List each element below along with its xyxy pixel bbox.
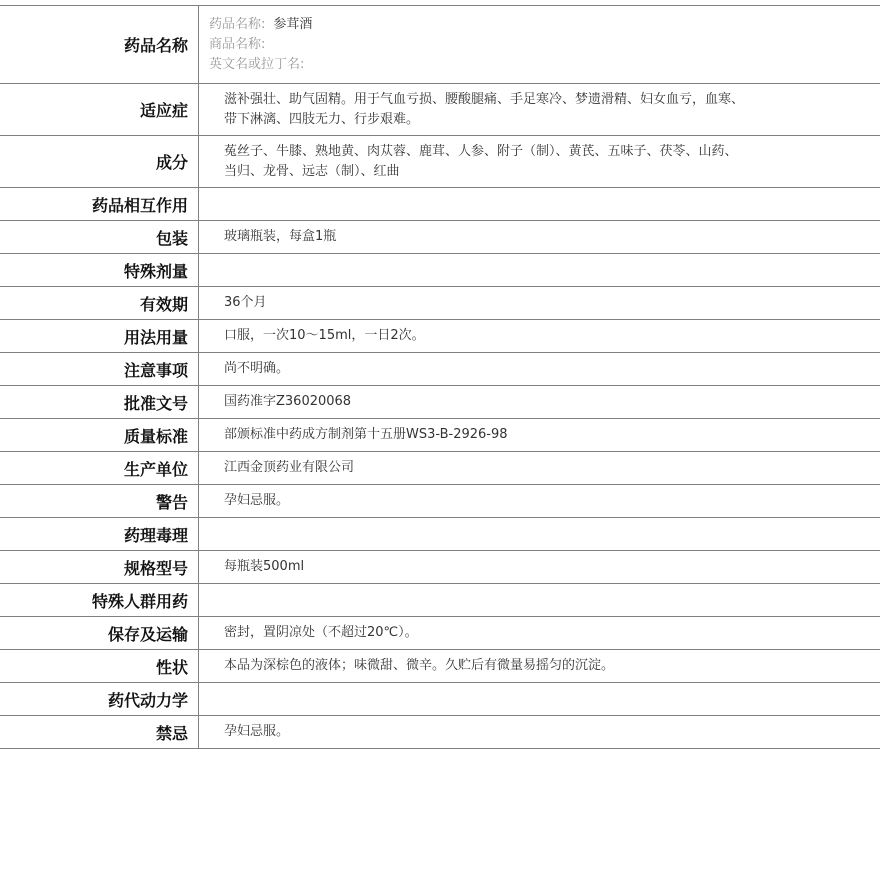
row-value: 密封，置阴凉处（不超过20℃）。: [224, 625, 418, 640]
row-value: 36个月: [224, 295, 267, 310]
generic-name-line: [209, 15, 880, 35]
row-label: 用法用量: [0, 320, 199, 352]
row-label: 质量标准: [0, 419, 199, 451]
drug-names-block: [199, 6, 880, 83]
row-value: [199, 683, 880, 715]
row-value: [199, 84, 880, 135]
row-special-dosage: [0, 254, 880, 287]
value-line: 滋补强壮、助气固精。用于气血亏损、腰酸腿痛、手足寒冷、梦遗滑精、妇女血亏，血寒、: [224, 91, 745, 107]
row-precautions: [0, 353, 880, 386]
row-label: 特殊人群用药: [0, 584, 199, 616]
row-interactions: [0, 188, 880, 221]
row-value: 江西金顶药业有限公司: [224, 460, 355, 475]
row-value: 每瓶装500ml: [224, 559, 305, 574]
row-ingredients: [0, 136, 880, 188]
row-label: 生产单位: [0, 452, 199, 484]
trade-name-key: 商品名称:: [209, 37, 266, 52]
row-label: 批准文号: [0, 386, 199, 418]
row-value: [199, 518, 880, 550]
row-label: 注意事项: [0, 353, 199, 385]
row-value: 部颁标准中药成方制剂第十五册WS3-B-2926-98: [224, 427, 508, 442]
row-indications: [0, 84, 880, 136]
english-name-line: [209, 55, 880, 75]
row-value: [199, 188, 880, 220]
row-pharmacokinetics: [0, 683, 880, 716]
value-line: 当归、龙骨、远志（制）、红曲: [224, 163, 400, 179]
row-special-populations: [0, 584, 880, 617]
value-line: 带下淋漓、四肢无力、行步艰难。: [224, 111, 420, 127]
trade-name-line: [209, 35, 880, 55]
row-manufacturer: [0, 452, 880, 485]
row-label: 成分: [0, 136, 199, 187]
row-contraindications: [0, 716, 880, 749]
row-warning: [0, 485, 880, 518]
row-label: 适应症: [0, 84, 199, 135]
row-value: 尚不明确。: [224, 361, 290, 376]
row-value: 本品为深棕色的液体；味微甜、微辛。久贮后有微量易摇匀的沉淀。: [224, 658, 615, 673]
row-value: 孕妇忌服。: [224, 724, 290, 739]
row-value: [199, 584, 880, 616]
row-shelf-life: [0, 287, 880, 320]
row-label: 规格型号: [0, 551, 199, 583]
row-label: 药理毒理: [0, 518, 199, 550]
row-packaging: [0, 221, 880, 254]
row-label: 特殊剂量: [0, 254, 199, 286]
row-label: 包装: [0, 221, 199, 253]
row-value: 国药准字Z36020068: [224, 394, 352, 409]
row-label: 有效期: [0, 287, 199, 319]
row-dosage: [0, 320, 880, 353]
row-label: 药品名称: [0, 6, 199, 83]
drug-spec-table: [0, 5, 880, 749]
row-value: 孕妇忌服。: [224, 493, 290, 508]
row-value: 玻璃瓶装，每盒1瓶: [224, 229, 337, 244]
row-value: 口服，一次10～15ml，一日2次。: [224, 328, 425, 343]
row-description: [0, 650, 880, 683]
row-specification: [0, 551, 880, 584]
row-label: 药代动力学: [0, 683, 199, 715]
generic-name-value: 参茸酒: [273, 17, 313, 32]
row-storage: [0, 617, 880, 650]
row-pharmacology: [0, 518, 880, 551]
row-quality-standard: [0, 419, 880, 452]
row-value: [199, 254, 880, 286]
row-approval-number: [0, 386, 880, 419]
value-line: 菟丝子、牛膝、熟地黄、肉苁蓉、鹿茸、人参、附子（制）、黄芪、五味子、茯苓、山药、: [224, 143, 738, 159]
row-label: 性状: [0, 650, 199, 682]
row-label: 药品相互作用: [0, 188, 199, 220]
row-label: 保存及运输: [0, 617, 199, 649]
row-label: 警告: [0, 485, 199, 517]
row-value: [199, 136, 880, 187]
row-drug-name: [0, 6, 880, 84]
english-name-key: 英文名或拉丁名:: [209, 57, 305, 72]
row-label: 禁忌: [0, 716, 199, 748]
generic-name-key: 药品名称:: [209, 17, 266, 32]
